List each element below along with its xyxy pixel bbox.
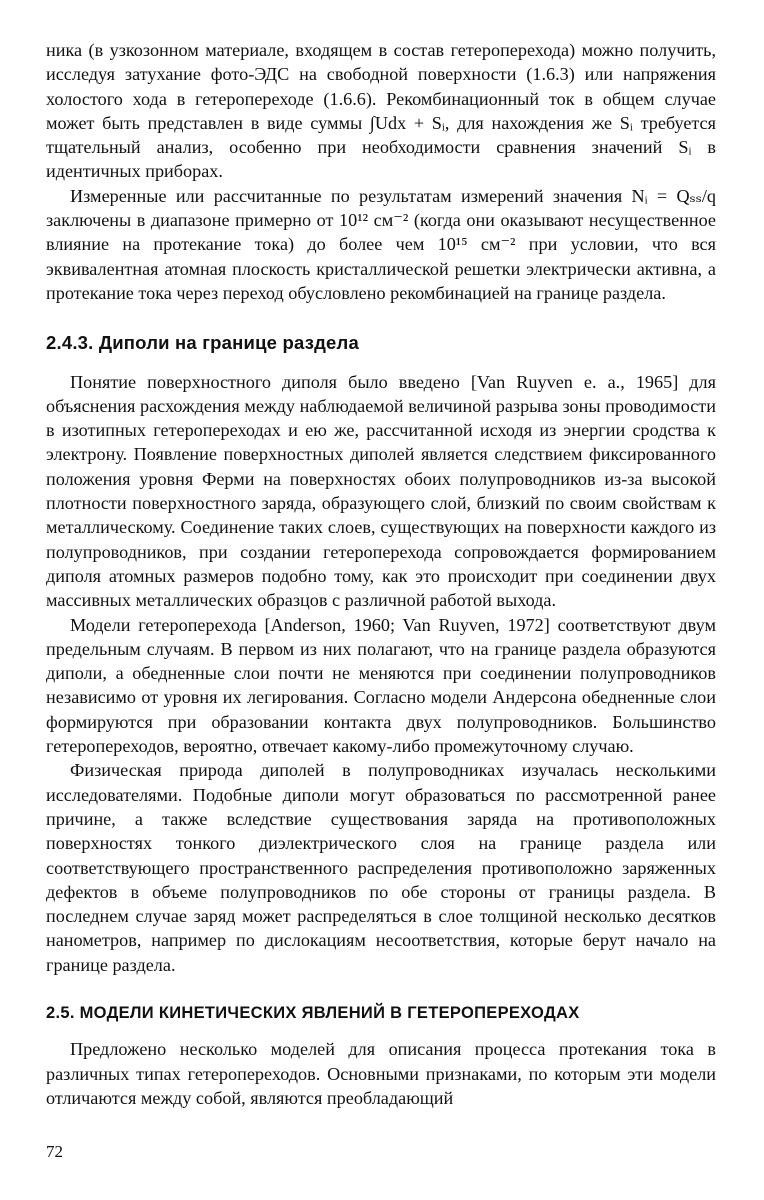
paragraph-kinetic-models: Предложено несколько моделей для описания процесса протекания тока в различных типах гетеропереходов. Основными признаками, по которым эти модели отличаются между собой, являются преобладающий (46, 1039, 716, 1108)
page-number: 72 (46, 1142, 63, 1161)
paragraph-measured-values: Измеренные или рассчитанные по результатам измерений значения Nᵢ = Qₛₛ/q заключены в диапазоне примерно от 10¹² см⁻² (когда они оказывают несущественное влияние на протекание тока) до более чем 10¹⁵ см⁻² при условии, что вся эквивалентная атомная плоскость кристаллической решетки электрически активна, а протекание тока через переход обусловлено рекомбинацией на границе раздела. (46, 185, 716, 303)
section-heading-2-5: 2.5. МОДЕЛИ КИНЕТИЧЕСКИХ ЯВЛЕНИЙ В ГЕТЕРОПЕРЕХОДАХ (46, 1003, 580, 1022)
paragraph-dipole-physics: Физическая природа диполей в полупроводниках изучалась несколькими исследователями. Подобные диполи могут образоваться по рассмотренной ранее причине, а также вследствие существования заряда на противоположных поверхностях тонкого диэлектрического слоя на границе раздела или соответствующего пространственного распределения противоположно заряженных дефектов в объеме полупроводников по обе стороны от границы раздела. В последнем случае заряд может распределяться в слое толщиной несколько десятков нанометров, например по дислокациям несоответствия, которые берут начало на границе раздела. (46, 760, 716, 975)
paragraph-heterojunction-models: Модели гетероперехода [Anderson, 1960; Van Ruyven, 1972] соответствуют двум предельным случаям. В первом из них полагают, что на границе раздела образуются диполи, а обедненные слои почти не меняются при соединении полупроводников независимо от уровня их легирования. Согласно модели Андерсона обедненные слои формируются при образовании контакта двух полупроводников. Большинство гетеропереходов, вероятно, отвечает какому-либо промежуточному случаю. (46, 614, 716, 757)
section-heading-2-4-3: 2.4.3. Диполи на границе раздела (46, 332, 359, 354)
page-body (46, 38, 716, 1110)
paragraph-continuation: ника (в узкозонном материале, входящем в состав гетероперехода) можно получить, исследуя затухание фото-ЭДС на свободной поверхности (1.6.3) или напряжения холостого хода в гетеропереходе (1.6.6). Рекомбинационный ток в общем случае может быть представлен в виде суммы ∫Udx + Sᵢ, для нахождения же Sᵢ требуется тщательный анализ, особенно при необходимости сравнения значений Sᵢ в идентичных приборах. (46, 40, 716, 182)
paragraph-surface-dipole: Понятие поверхностного диполя было введено [Van Ruyven e. a., 1965] для объяснения расхождения между наблюдаемой величиной разрыва зоны проводимости в изотипных гетеропереходах и ею же, рассчитанной исходя из энергии сродства к электрону. Появление поверхностных диполей является следствием фиксированного положения уровня Ферми на поверхностях обоих полупроводников из-за высокой плотности поверхностного заряда, образующего слой, близкий по своим свойствам к металлическому. Соединение таких слоев, существующих на поверхности каждого из полупроводников, при создании гетероперехода сопровождается формированием диполя атомных размеров подобно тому, как это происходит при соединении двух массивных металлических образцов с различной работой выхода. (46, 371, 716, 611)
